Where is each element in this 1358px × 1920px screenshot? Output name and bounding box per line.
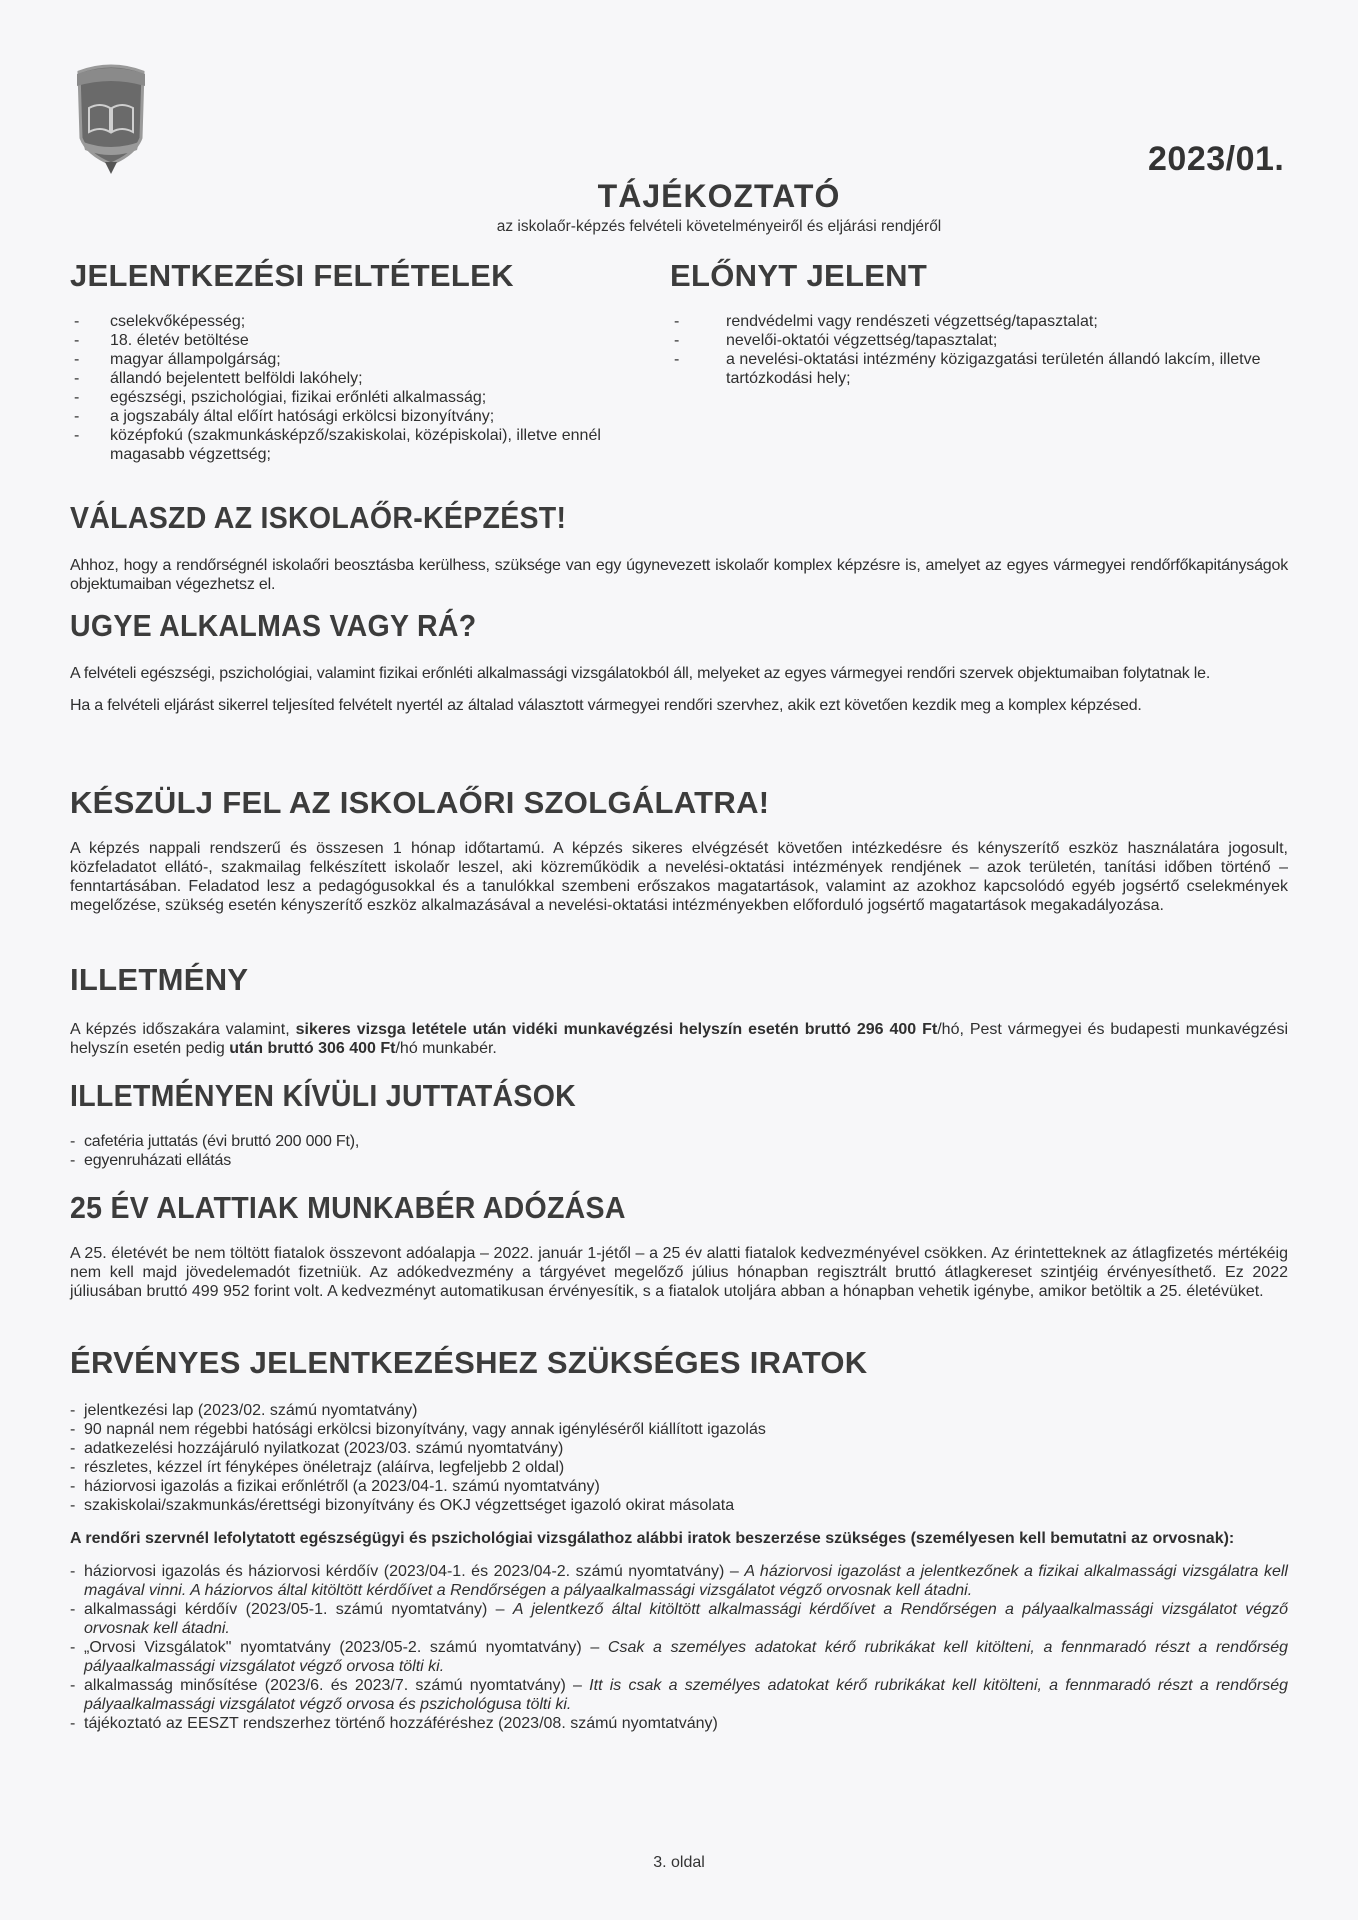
salary-heading: ILLETMÉNY [70, 962, 249, 997]
list-item: - cafetéria juttatás (évi bruttó 200 000 Ft), [70, 1132, 1288, 1151]
document-number: 2023/01. [1148, 140, 1285, 178]
benefits-section [70, 1078, 1288, 1170]
salary-text-part: /hó, Pest vármegyei és budapesti munkavégzési helyszín esetén pedig [70, 1021, 1289, 1057]
salary-text-part: /hó munkabér. [395, 1040, 497, 1057]
list-item: - középfokú (szakmunkásképző/szakiskolai, középiskolai), illetve ennél magasabb végzettség; [70, 426, 630, 464]
list-item: - 18. életév betöltése [70, 331, 630, 350]
choose-heading: VÁLASZD AZ ISKOLAŐR-KÉPZÉST! [70, 500, 567, 535]
choose-section [70, 500, 1288, 594]
list-item: - cselekvőképesség; [70, 312, 630, 331]
list-item [70, 1638, 1288, 1676]
prepare-text: A képzés nappali rendszerű és összesen 1 hónap időtartamú. A képzés sikeres elvégzését követően intézkedésre és kényszerítő eszköz használatára jogosult, közfeladatot ellátó-, szakmailag felkészített iskolaőr leszel, aki közreműködik a nevelési-oktatási intézmények rendjének – azok területén, tanítási időben történő – fenntartásában. Feladatod lesz a pedagógusokkal és a tanulókkal szembeni erőszakos magatartások, valamint az azokhoz kapcsolódó egyéb jogsértő cselekmények megelőzése, szükség esetén kényszerítő eszköz alkalmazásával a nevelési-oktatási intézményekben előforduló jogsértő magatartások megakadályozása. [70, 840, 1288, 914]
medical-item-text: háziorvosi igazolás és háziorvosi kérdőív (2023/04-1. és 2023/04-2. számú nyomtatvány) – [84, 1563, 745, 1580]
tax-heading: 25 ÉV ALATTIAK MUNKABÉR ADÓZÁSA [70, 1190, 626, 1225]
list-item: - a jogszabály által előírt hatósági erkölcsi bizonyítvány; [70, 407, 630, 426]
list-item: - egyenruházati ellátás [70, 1151, 1288, 1170]
requirements-section [70, 258, 630, 464]
document-title: TÁJÉKOZTATÓ [597, 178, 841, 214]
medical-documents-list [70, 1562, 1288, 1733]
medical-item-note: Csak a személyes adatokat kérő rubrikákat kell kitölteni, a fennmaradó részt a rendőrség pályaalkalmassági vizsgálatot végző orvosa tölti ki. [84, 1639, 1288, 1675]
salary-text [70, 1020, 1288, 1058]
tax-text: A 25. életévét be nem töltött fiatalok összevont adóalapja – 2022. január 1-jétől – a 25 év alatti fiatalok kedvezményével csökken. Az érintetteknek az átlagfizetés mértékéig nem kell majd jövedelemadót fizetniük. Az adókedvezmény a tárgyévet megelőző július hónapban regisztrált bruttó átlagkereset szintjéig érvényesíthető. Ez 2022 júliusában bruttó 499 952 forint volt. A kedvezményt automatikusan érvényesítik, s a fiatalok utoljára abban a hónapban vehetik igénybe, amikor betöltik a 25. életévüket. [70, 1245, 1288, 1300]
prepare-heading: KÉSZÜLJ FEL AZ ISKOLAŐRI SZOLGÁLATRA! [70, 785, 770, 820]
tax-section [70, 1190, 1288, 1301]
list-item [70, 1676, 1288, 1714]
list-item [70, 1562, 1288, 1600]
list-item: - részletes, kézzel írt fényképes önéletrajz (aláírva, legfeljebb 2 oldal) [70, 1458, 1288, 1477]
list-item: - rendvédelmi vagy rendészeti végzettség/tapasztalat; [670, 312, 1280, 331]
suitable-heading: UGYE ALKALMAS VAGY RÁ? [70, 608, 477, 643]
benefits-list [70, 1132, 1288, 1170]
salary-section [70, 962, 1288, 1058]
school-guard-shield-book-icon [75, 58, 147, 176]
list-item: - egészségi, pszichológiai, fizikai erőnléti alkalmasság; [70, 388, 630, 407]
documents-list [70, 1401, 1288, 1515]
requirements-list [70, 312, 630, 464]
list-item: - adatkezelési hozzájáruló nyilatkozat (2023/03. számú nyomtatvány) [70, 1439, 1288, 1458]
documents-section [70, 1345, 1288, 1733]
list-item: - jelentkezési lap (2023/02. számú nyomtatvány) [70, 1401, 1288, 1420]
medical-intro: A rendőri szervnél lefolytatott egészségügyi és pszichológiai vizsgálathoz alábbi iratok beszerzése szükséges (személyesen kell bemutatni az orvosnak): [70, 1530, 1235, 1547]
list-item [70, 1600, 1288, 1638]
list-item [70, 1714, 1288, 1733]
medical-item-note: A háziorvosi igazolást a jelentkezőnek a fizikai alkalmassági vizsgálatra kell magával vinni. A háziorvos által kitöltött kérdőívet a Rendőrségen a pályaalkalmassági vizsgálatot végző orvosnak kell átadni. [84, 1563, 1288, 1599]
salary-budapest-amount: után bruttó 306 400 Ft [229, 1040, 396, 1057]
list-item: - háziorvosi igazolás a fizikai erőnlétről (a 2023/04-1. számú nyomtatvány) [70, 1477, 1288, 1496]
list-item: - állandó bejelentett belföldi lakóhely; [70, 369, 630, 388]
medical-item-text: tájékoztató az EESZT rendszerhez történő hozzáféréshez (2023/08. számú nyomtatvány) [84, 1715, 718, 1732]
advantages-section [670, 258, 1280, 388]
list-item: - nevelői-oktatói végzettség/tapasztalat; [670, 331, 1280, 350]
salary-text-part: A képzés időszakára valamint, [70, 1021, 296, 1038]
suitable-text-2: Ha a felvételi eljárást sikerrel teljesíted felvételt nyertél az általad választott vármegyei rendőri szervhez, akik ezt követően kezdik meg a komplex képzésed. [70, 697, 1142, 714]
medical-item-note: A jelentkező által kitöltött alkalmassági kérdőívet a Rendőrségen a pályaalkalmassági vizsgálatot végző orvosnak kell átadni. [84, 1601, 1289, 1637]
choose-text: Ahhoz, hogy a rendőrségnél iskolaőri beosztásba kerülhess, szüksége van egy úgynevezett iskolaőr komplex képzésre is, amelyet az egyes vármegyei rendőrfőkapitányságok objektumaiban végezhetsz el. [70, 557, 1288, 593]
suitable-section [70, 608, 1288, 715]
salary-rural-amount: sikeres vizsga letétele után vidéki munkavégzési helyszín esetén bruttó 296 400 Ft [295, 1021, 938, 1038]
medical-item-text: „Orvosi Vizsgálatok" nyomtatvány (2023/05-2. számú nyomtatvány) – [84, 1639, 608, 1656]
requirements-heading: JELENTKEZÉSI FELTÉTELEK [70, 258, 514, 293]
medical-item-text: alkalmassági kérdőív (2023/05-1. számú nyomtatvány) – [84, 1601, 513, 1618]
advantages-heading: ELŐNYT JELENT [670, 258, 928, 293]
benefits-heading: ILLETMÉNYEN KÍVÜLI JUTTATÁSOK [70, 1078, 577, 1113]
list-item: - a nevelési-oktatási intézmény közigazgatási területén állandó lakcím, illetve tartózkodási hely; [670, 350, 1280, 388]
medical-item-text: alkalmasság minősítése (2023/6. és 2023/7. számú nyomtatvány) – [84, 1677, 590, 1694]
list-item: - magyar állampolgárság; [70, 350, 630, 369]
document-subtitle: az iskolaőr-képzés felvételi követelményeiről és eljárási rendjéről [496, 218, 942, 235]
documents-heading: ÉRVÉNYES JELENTKEZÉSHEZ SZÜKSÉGES IRATOK [70, 1345, 868, 1380]
page-number: 3. oldal [653, 1854, 705, 1871]
prepare-section [70, 785, 1288, 915]
medical-item-note: Itt is csak a személyes adatokat kérő rubrikákat kell kitölteni, a fennmaradó részt a rendőrség pályaalkalmassági vizsgálatot végző orvosa és pszichológusa tölti ki. [84, 1677, 1288, 1713]
suitable-text-1: A felvételi egészségi, pszichológiai, valamint fizikai erőnléti alkalmassági vizsgálatokból áll, melyeket az egyes vármegyei rendőri szervek objektumaiban folytatnak le. [70, 665, 1211, 682]
list-item: - 90 napnál nem régebbi hatósági erkölcsi bizonyítvány, vagy annak igényléséről kiállított igazolás [70, 1420, 1288, 1439]
list-item: - szakiskolai/szakmunkás/érettségi bizonyítvány és OKJ végzettséget igazoló okirat másolata [70, 1496, 1288, 1515]
advantages-list [670, 312, 1280, 388]
